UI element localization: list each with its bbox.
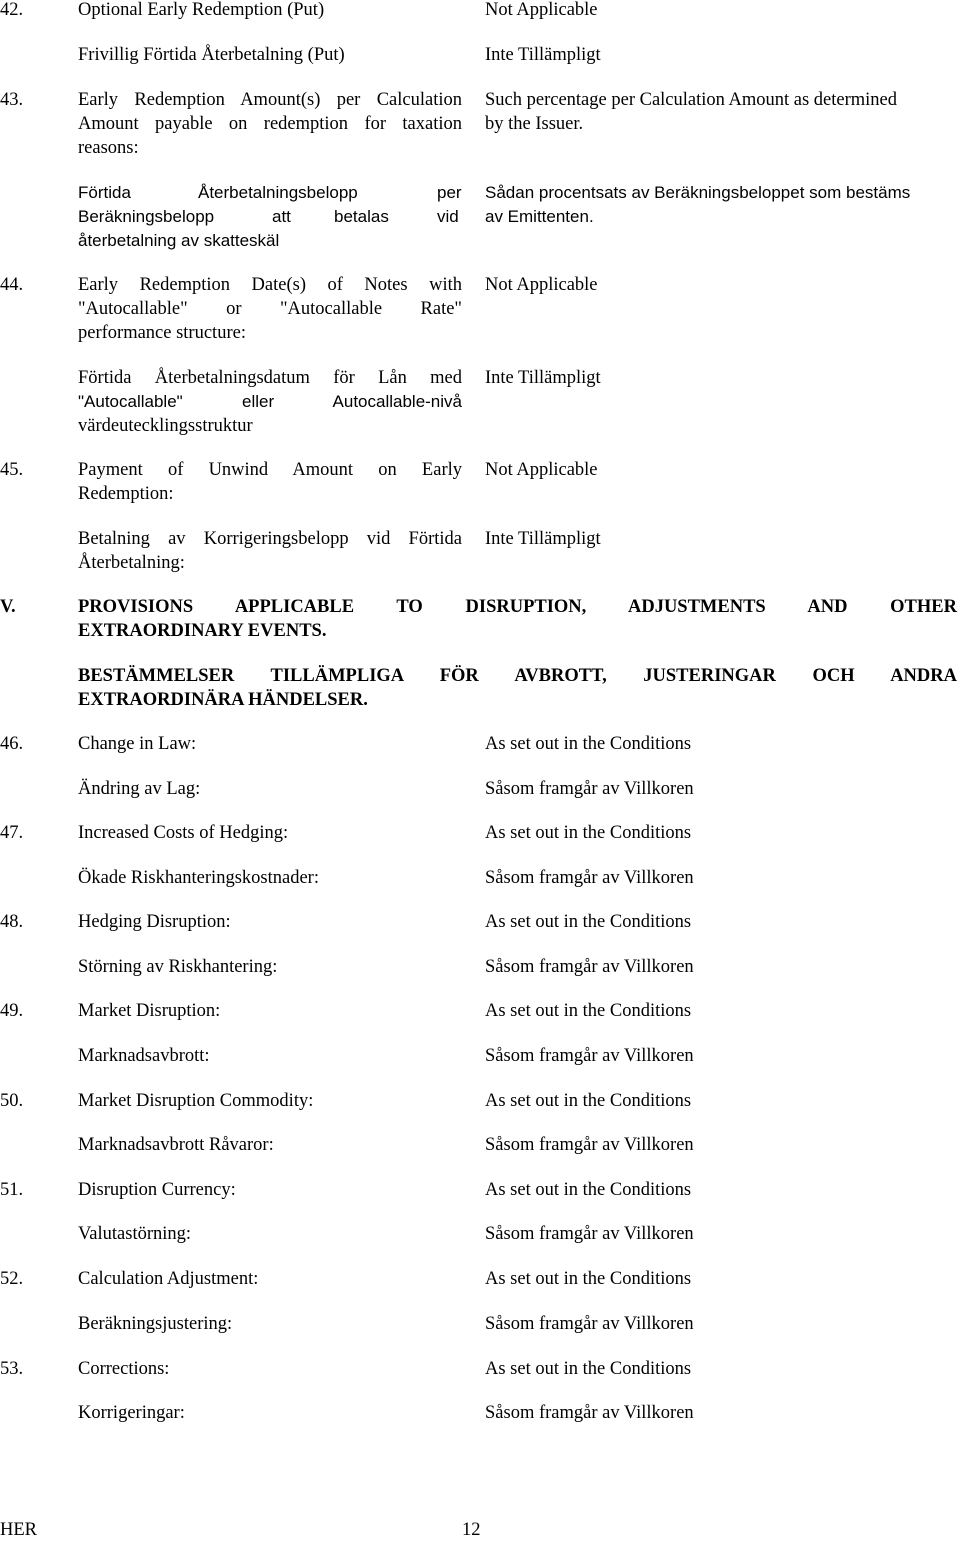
row-label-en: Corrections: xyxy=(78,1359,170,1379)
row-number: 46. xyxy=(0,734,24,754)
item-label-en-line: Early Redemption Date(s) of Notes with xyxy=(78,275,462,295)
item-label-sv: Frivillig Förtida Återbetalning (Put) xyxy=(78,45,345,65)
row-value-en: As set out in the Conditions xyxy=(485,912,692,932)
item-label-sv-line: värdeutecklingsstruktur xyxy=(78,416,253,436)
row-label-sv: Korrigeringar: xyxy=(78,1403,185,1423)
item-label-en-line: Amount payable on redemption for taxation xyxy=(78,114,462,134)
row-value-sv: Såsom framgår av Villkoren xyxy=(485,1224,694,1244)
row-value-sv: Såsom framgår av Villkoren xyxy=(485,1403,694,1423)
item-label-en: Optional Early Redemption (Put) xyxy=(78,0,325,20)
item-number: 45. xyxy=(0,460,24,480)
item-value-en-line: Such percentage per Calculation Amount as determined xyxy=(485,90,898,110)
item-label-sv-word: betalas xyxy=(334,207,389,226)
row-label-en: Market Disruption: xyxy=(78,1001,221,1021)
item-label-en-line: "Autocallable" or "Autocallable Rate" xyxy=(78,299,462,319)
item-number: 44. xyxy=(0,275,24,295)
item-label-en-line: performance structure: xyxy=(78,323,246,343)
row-label-en: Disruption Currency: xyxy=(78,1180,236,1200)
item-number: 43. xyxy=(0,90,24,110)
row-label-en: Hedging Disruption: xyxy=(78,912,231,932)
item-value-sv: Inte Tillämpligt xyxy=(485,368,601,388)
item-label-sv-word: Beräkningsbelopp xyxy=(78,207,215,226)
item-label-sv-word: Förtida xyxy=(78,183,131,202)
item-label-sv-word: vid xyxy=(437,207,459,226)
section-heading-en-line: EXTRAORDINARY EVENTS. xyxy=(78,621,327,641)
row-label-sv: Valutastörning: xyxy=(78,1224,192,1244)
row-number: 49. xyxy=(0,1001,24,1021)
row-number: 47. xyxy=(0,823,24,843)
item-label-en-line: Redemption: xyxy=(78,484,174,504)
row-number: 52. xyxy=(0,1269,24,1289)
item-label-sv-line: Återbetalning: xyxy=(78,553,185,573)
item-label-sv-line: återbetalning av skatteskäl xyxy=(78,231,280,250)
item-label-en-line: reasons: xyxy=(78,138,139,158)
item-value-en: Not Applicable xyxy=(485,275,598,295)
row-label-sv: Störning av Riskhantering: xyxy=(78,957,278,977)
row-label-sv: Marknadsavbrott Råvaror: xyxy=(78,1135,274,1155)
row-value-sv: Såsom framgår av Villkoren xyxy=(485,1314,694,1334)
section-number: V. xyxy=(0,597,16,617)
row-value-sv: Såsom framgår av Villkoren xyxy=(485,1135,694,1155)
page-number: 12 xyxy=(462,1520,481,1540)
row-number: 53. xyxy=(0,1359,24,1379)
item-label-sv-line: Förtida Återbetalningsdatum för Lån med xyxy=(78,368,462,388)
item-label-sv-word: per xyxy=(437,183,462,202)
item-value-sv-line: av Emittenten. xyxy=(485,207,594,226)
item-label-sv-word: Återbetalningsbelopp xyxy=(198,183,358,202)
item-value-en: Not Applicable xyxy=(485,0,598,20)
row-value-sv: Såsom framgår av Villkoren xyxy=(485,1046,694,1066)
row-label-sv: Ändring av Lag: xyxy=(78,779,201,799)
item-label-sv-word: att xyxy=(272,207,291,226)
row-label-en: Increased Costs of Hedging: xyxy=(78,823,289,843)
row-value-en: As set out in the Conditions xyxy=(485,734,692,754)
item-value-sv: Inte Tillämpligt xyxy=(485,45,601,65)
row-label-en: Market Disruption Commodity: xyxy=(78,1091,314,1111)
row-value-en: As set out in the Conditions xyxy=(485,1269,692,1289)
row-label-en: Change in Law: xyxy=(78,734,197,754)
item-value-en-line: by the Issuer. xyxy=(485,114,584,134)
row-value-en: As set out in the Conditions xyxy=(485,1359,692,1379)
item-label-sv-line: Betalning av Korrigeringsbelopp vid Förtida xyxy=(78,529,462,549)
row-label-en: Calculation Adjustment: xyxy=(78,1269,259,1289)
item-label-sv-line: "Autocallable" eller Autocallable-nivå xyxy=(78,392,462,411)
item-label-en-line: Payment of Unwind Amount on Early xyxy=(78,460,462,480)
row-number: 50. xyxy=(0,1091,24,1111)
section-heading-en-line: PROVISIONS APPLICABLE TO DISRUPTION, ADJUSTMENTS AND OTHER xyxy=(78,597,957,617)
row-value-sv: Såsom framgår av Villkoren xyxy=(485,779,694,799)
row-label-sv: Beräkningsjustering: xyxy=(78,1314,233,1334)
item-value-sv: Inte Tillämpligt xyxy=(485,529,601,549)
row-value-sv: Såsom framgår av Villkoren xyxy=(485,957,694,977)
item-label-en-line: Early Redemption Amount(s) per Calculation xyxy=(78,90,462,110)
footer-left-text: HER xyxy=(0,1520,37,1540)
row-number: 51. xyxy=(0,1180,24,1200)
row-value-en: As set out in the Conditions xyxy=(485,1180,692,1200)
row-label-sv: Marknadsavbrott: xyxy=(78,1046,210,1066)
section-heading-sv-line: BESTÄMMELSER TILLÄMPLIGA FÖR AVBROTT, JUSTERINGAR OCH ANDRA xyxy=(78,666,957,686)
row-value-en: As set out in the Conditions xyxy=(485,823,692,843)
row-value-en: As set out in the Conditions xyxy=(485,1091,692,1111)
item-value-en: Not Applicable xyxy=(485,460,598,480)
row-value-sv: Såsom framgår av Villkoren xyxy=(485,868,694,888)
row-number: 48. xyxy=(0,912,24,932)
item-value-sv-line: Sådan procentsats av Beräkningsbeloppet som bestäms xyxy=(485,183,911,202)
section-heading-sv-line: EXTRAORDINÄRA HÄNDELSER. xyxy=(78,690,368,710)
row-label-sv: Ökade Riskhanteringskostnader: xyxy=(78,868,319,888)
item-number: 42. xyxy=(0,0,24,20)
row-value-en: As set out in the Conditions xyxy=(485,1001,692,1021)
